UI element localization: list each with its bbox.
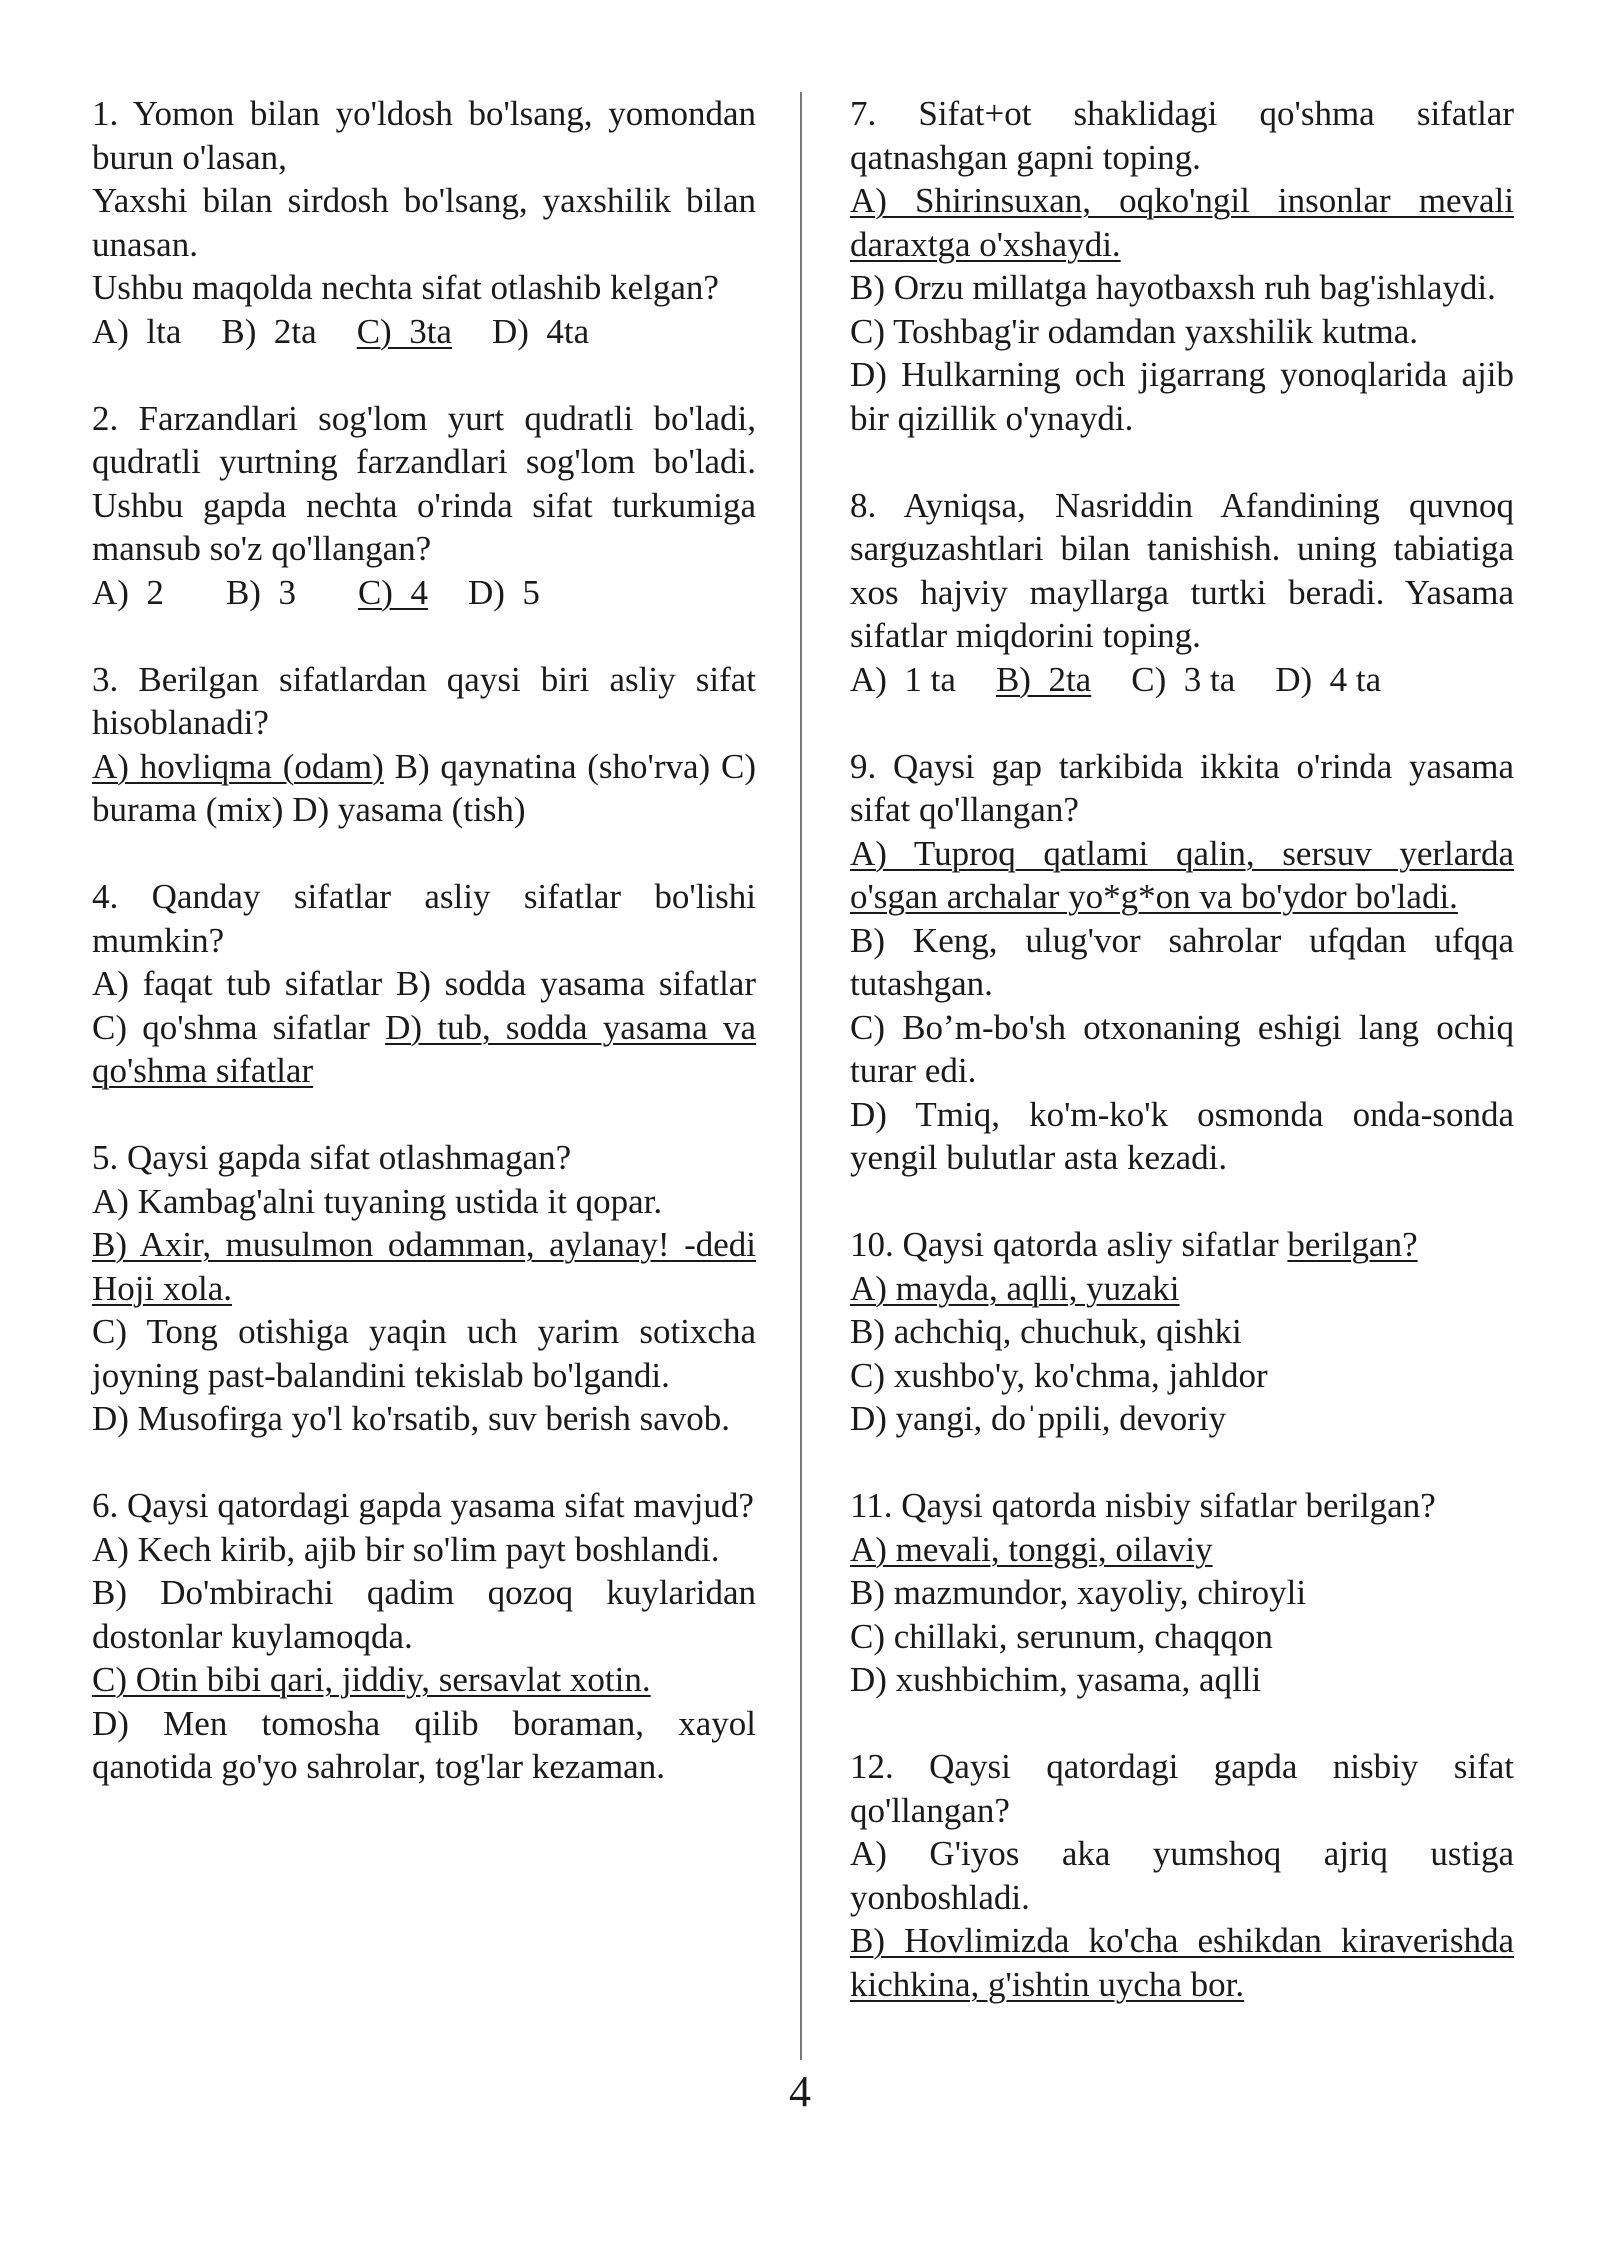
question-4-text: 4. Qanday sifatlar asliy sifatlar bo'lishi mumkin? xyxy=(92,877,756,960)
option-a-correct xyxy=(850,1267,1514,1311)
question-2 xyxy=(92,397,756,615)
question-4 xyxy=(92,875,756,1093)
option-a: A) G'iyos aka yumshoq ajriq ustiga yonboshladi. xyxy=(850,1834,1514,1917)
question-12-text: 12. Qaysi qatordagi gapda nisbiy sifat qo'llangan? xyxy=(850,1747,1514,1830)
question-11-text: 11. Qaysi qatorda nisbiy sifatlar berilgan? xyxy=(850,1486,1436,1525)
question-1-text-line2: Yaxshi bilan sirdosh bo'lsang, yaxshilik bilan unasan. xyxy=(92,181,756,264)
option-a: A) lta xyxy=(92,311,182,351)
option-b-correct: B) 2ta xyxy=(995,659,1092,699)
question-2-options xyxy=(92,571,756,615)
question-1 xyxy=(92,92,756,353)
option-c: C) chillaki, serunum, chaqqon xyxy=(850,1616,1273,1656)
option-c: C) Boʼm-bo'sh otxonaning eshigi lang ochiq turar edi. xyxy=(850,1007,1514,1090)
option-a: A) Kech kirib, ajib bir so'lim payt boshlandi. xyxy=(92,1529,720,1569)
option-a-correct xyxy=(850,1528,1514,1572)
option-b-correct: B) Hovlimizda ko'cha eshikdan kiraverishda kichkina, g'ishtin uycha bor. xyxy=(850,1921,1514,2004)
question-1-text-line3: Ushbu maqolda nechta sifat otlashib kelgan? xyxy=(92,268,719,307)
left-column xyxy=(92,92,756,1832)
option-c: C) qo'shma sifatlar xyxy=(92,1007,370,1047)
option-c-correct: C) Otin bibi qari, jiddiy, sersavlat xotin. xyxy=(92,1660,651,1699)
option-b: B) mazmundor, xayoliy, chiroyli xyxy=(850,1573,1307,1612)
question-1-options xyxy=(92,310,756,354)
option-a-label: A) mevali, tonggi, oilaviy xyxy=(850,1529,1213,1569)
option-d: D) xushbichim, yasama, aqlli xyxy=(850,1660,1262,1699)
option-d: D) Hulkarning och jigarrang yonoqlarida ajib bir qizillik o'ynaydi. xyxy=(850,355,1514,438)
option-c: C) Toshbag'ir odamdan yaxshilik kutma. xyxy=(850,311,1418,351)
question-12-options xyxy=(850,1832,1514,2006)
right-column xyxy=(850,92,1514,2050)
option-b: B) Keng, ulug'vor sahrolar ufqdan ufqqa tutashgan. xyxy=(850,920,1514,1003)
question-7-text: 7. Sifat+ot shaklidagi qo'shma sifatlar qatnashgan gapni toping. xyxy=(850,94,1514,177)
option-b: B) qaynatina (sho'rva) xyxy=(394,746,711,786)
page-number: 4 xyxy=(789,2067,811,2116)
question-8-text: 8. Ayniqsa, Nasriddin Afandining quvnoq sarguzashtlari bilan tanishish. uning tabiatiga xos hajviy mayllarga turtki beradi. Yasama sifatlar miqdorini toping. xyxy=(850,485,1514,655)
question-9 xyxy=(850,745,1514,1180)
question-7-options xyxy=(850,179,1514,440)
question-5-options xyxy=(92,1180,756,1441)
option-a-correct: A) Tuproq qatlami qalin, sersuv yerlarda o'sgan archalar yo*g*on va bo'ydor bo'ladi. xyxy=(850,833,1514,916)
question-8 xyxy=(850,484,1514,702)
question-6 xyxy=(92,1484,756,1789)
question-5 xyxy=(92,1136,756,1441)
question-4-options xyxy=(92,962,756,1093)
option-b: B) achchiq, chuchuk, qishki xyxy=(850,1312,1242,1351)
question-10 xyxy=(850,1223,1514,1441)
option-b: B) Orzu millatga hayotbaxsh ruh bag'ishlaydi. xyxy=(850,268,1496,307)
question-10-text-prefix: 10. Qaysi qatorda asliy sifatlar xyxy=(850,1225,1288,1264)
option-d: D) yangi, doˈppili, devoriy xyxy=(850,1399,1227,1438)
question-11 xyxy=(850,1484,1514,1702)
option-d: D) Tmiq, ko'm-ko'k osmonda onda-sonda yengil bulutlar asta kezadi. xyxy=(850,1094,1514,1177)
option-c: C) xushbo'y, ko'chma, jahldor xyxy=(850,1355,1268,1395)
question-12 xyxy=(850,1745,1514,2006)
question-9-options xyxy=(850,832,1514,1180)
option-b: B) sodda yasama sifatlar xyxy=(395,964,756,1003)
option-c: C) Tong otishiga yaqin uch yarim sotixcha joyning past-balandini tekislab bo'lgandi. xyxy=(92,1312,756,1395)
question-1-text: 1. Yomon bilan yo'ldosh bo'lsang, yomondan burun o'lasan, xyxy=(92,94,756,177)
option-d: D) yasama (tish) xyxy=(292,790,526,829)
question-2-text: 2. Farzandlari sog'lom yurt qudratli bo'ladi, qudratli yurtning farzandlari sog'lom bo'ladi. Ushbu gapda nechta o'rinda sifat turkumiga mansub so'z qo'llangan? xyxy=(92,398,756,568)
option-c-correct: C) 4 xyxy=(357,572,428,612)
option-a-label: A) mayda, aqlli, yuzaki xyxy=(850,1268,1180,1308)
option-b-correct: B) Axir, musulmon odamman, aylanay! -dedi Hoji xola. xyxy=(92,1225,756,1308)
option-a-correct: A) Shirinsuxan, oqko'ngil insonlar mevali daraxtga o'xshaydi. xyxy=(850,181,1514,264)
question-6-text: 6. Qaysi qatordagi gapda yasama sifat mavjud? xyxy=(92,1486,754,1525)
question-5-text: 5. Qaysi gapda sifat otlashmagan? xyxy=(92,1138,572,1177)
question-11-options xyxy=(850,1528,1514,1702)
option-d: D) Men tomosha qilib boraman, xayol qanotida go'yo sahrolar, tog'lar kezaman. xyxy=(92,1703,756,1786)
option-b: B) 3 xyxy=(225,572,296,612)
question-10-text-underlined: berilgan? xyxy=(1287,1225,1418,1264)
question-10-text xyxy=(850,1223,1514,1267)
option-d: D) 4 ta xyxy=(1275,659,1382,699)
option-d: D) 4ta xyxy=(491,311,590,351)
option-b: B) Do'mbirachi qadim qozoq kuylaridan dostonlar kuylamoqda. xyxy=(92,1573,756,1656)
option-a-correct: A) hovliqma (odam) xyxy=(92,746,384,786)
question-6-options xyxy=(92,1528,756,1789)
question-8-options xyxy=(850,658,1514,702)
option-c: C) 3 ta xyxy=(1131,659,1236,699)
column-divider xyxy=(800,92,802,2060)
question-10-options xyxy=(850,1267,1514,1441)
option-a: A) faqat tub sifatlar xyxy=(92,964,383,1003)
option-d: D) 5 xyxy=(467,572,540,612)
option-a: A) Kambag'alni tuyaning ustida it qopar. xyxy=(92,1181,663,1221)
option-b: B) 2ta xyxy=(221,311,317,351)
question-9-text: 9. Qaysi gap tarkibida ikkita o'rinda yasama sifat qo'llangan? xyxy=(850,746,1514,829)
question-3-text: 3. Berilgan sifatlardan qaysi biri asliy sifat hisoblanadi? xyxy=(92,659,756,742)
question-3 xyxy=(92,658,756,832)
option-d-correct: D) tub, sodda yasama va qo'shma sifatlar xyxy=(92,1007,757,1090)
option-c: C) burama (mix) xyxy=(92,746,757,829)
option-a: A) 2 xyxy=(92,572,164,612)
option-c-correct: C) 3ta xyxy=(356,311,452,351)
option-a: A) 1 ta xyxy=(850,659,956,699)
option-d: D) Musofirga yo'l ko'rsatib, suv berish savob. xyxy=(92,1399,731,1438)
question-7 xyxy=(850,92,1514,440)
question-3-options xyxy=(92,745,756,832)
